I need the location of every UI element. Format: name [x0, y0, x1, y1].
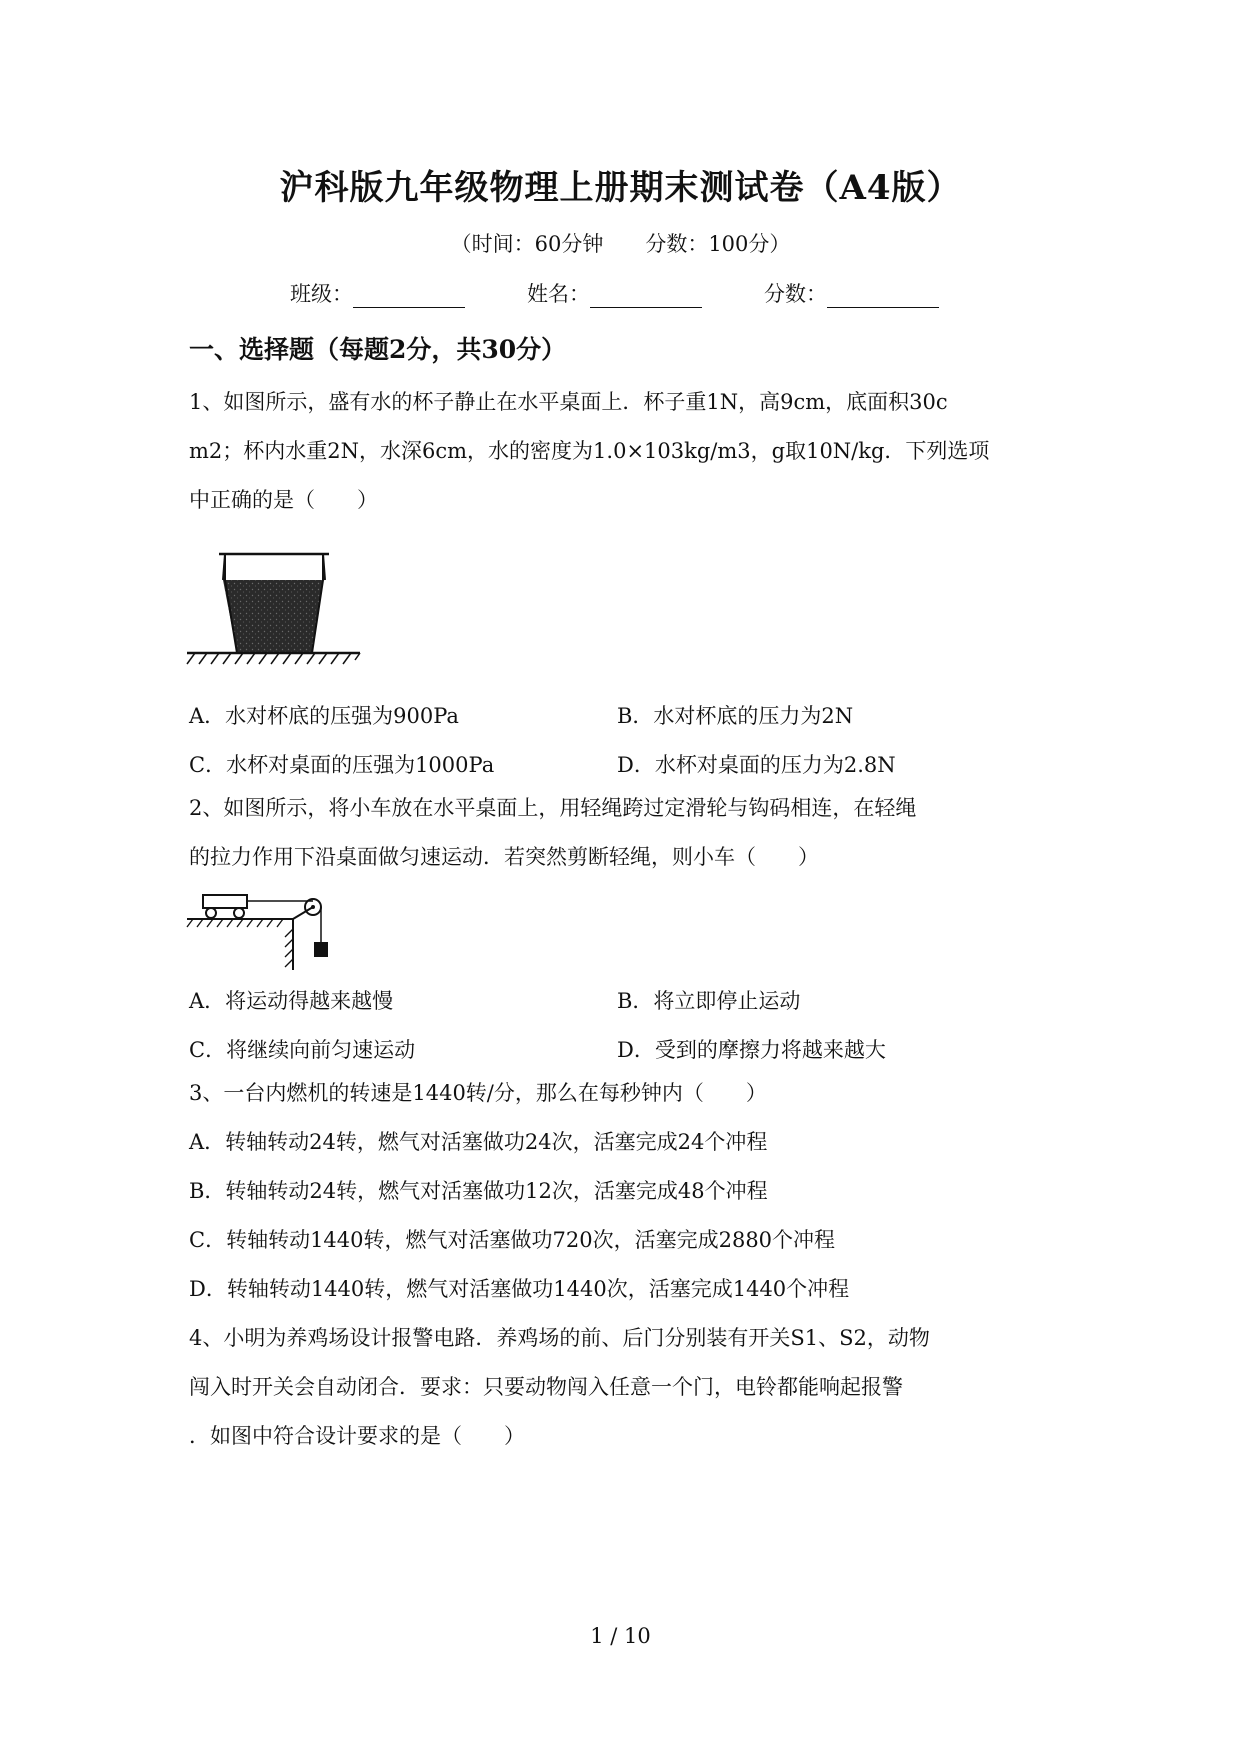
question-2-line-2: 的拉力作用下沿桌面做匀速运动．若突然剪断轻绳，则小车（ ）	[189, 845, 819, 869]
name-field	[527, 278, 702, 308]
question-1-line-1: 1、如图所示，盛有水的杯子静止在水平桌面上．杯子重1N，高9cm，底面积30c	[189, 390, 948, 414]
exam-time-and-score: （时间：60分钟 分数：100分）	[450, 232, 791, 256]
page-number: 1 / 10	[590, 1624, 651, 1648]
question-3-option-a: A．转轴转动24转，燃气对活塞做功24次，活塞完成24个冲程	[189, 1130, 768, 1154]
section-heading: 一、选择题（每题2分，共30分）	[189, 335, 567, 364]
question-2-option-a: A．将运动得越来越慢	[189, 989, 394, 1013]
class-label: 班级：	[290, 282, 353, 306]
question-4-line-2: 闯入时开关会自动闭合．要求：只要动物闯入任意一个门，电铃都能响起报警	[189, 1375, 903, 1399]
question-3-option-c: C．转轴转动1440转，燃气对活塞做功720次，活塞完成2880个冲程	[189, 1228, 836, 1252]
question-2-line-1: 2、如图所示，将小车放在水平桌面上，用轻绳跨过定滑轮与钩码相连，在轻绳	[189, 796, 917, 820]
class-blank	[353, 285, 465, 308]
question-1-option-c: C．水杯对桌面的压强为1000Pa	[189, 753, 495, 777]
question-4-line-3: ．如图中符合设计要求的是（ ）	[189, 1424, 525, 1448]
class-field	[290, 278, 465, 308]
name-blank	[590, 285, 702, 308]
cart-pulley-figure	[185, 884, 335, 972]
score-field	[764, 278, 939, 308]
question-3-option-d: D．转轴转动1440转，燃气对活塞做功1440次，活塞完成1440个冲程	[189, 1277, 850, 1301]
score-label: 分数：	[764, 282, 827, 306]
question-1-option-a: A．水对杯底的压强为900Pa	[189, 704, 459, 728]
question-4-line-1: 4、小明为养鸡场设计报警电路．养鸡场的前、后门分别装有开关S1、S2，动物	[189, 1326, 930, 1350]
name-label: 姓名：	[527, 282, 590, 306]
document-title: 沪科版九年级物理上册期末测试卷（A4版）	[279, 168, 962, 208]
question-1-option-d: D．水杯对桌面的压力为2.8N	[617, 753, 896, 777]
question-3-line-1: 3、一台内燃机的转速是1440转/分，那么在每秒钟内（ ）	[189, 1081, 767, 1105]
question-1-line-3: 中正确的是（ ）	[189, 488, 378, 512]
question-1-stem	[189, 378, 989, 525]
question-2-option-c: C．将继续向前匀速运动	[189, 1038, 416, 1062]
question-4-stem	[189, 1314, 930, 1461]
question-1-option-b: B．水对杯底的压力为2N	[617, 704, 854, 728]
cup-on-table-figure	[185, 540, 365, 665]
question-3-stem	[189, 1069, 849, 1314]
question-2-option-d: D．受到的摩擦力将越来越大	[617, 1038, 886, 1062]
question-1-line-2: m2；杯内水重2N，水深6cm，水的密度为1.0×103kg/m3，g取10N/kg．下列选项	[189, 439, 990, 463]
question-2-stem	[189, 784, 916, 882]
question-2-option-b: B．将立即停止运动	[617, 989, 801, 1013]
score-blank	[827, 285, 939, 308]
question-3-option-b: B．转轴转动24转，燃气对活塞做功12次，活塞完成48个冲程	[189, 1179, 768, 1203]
